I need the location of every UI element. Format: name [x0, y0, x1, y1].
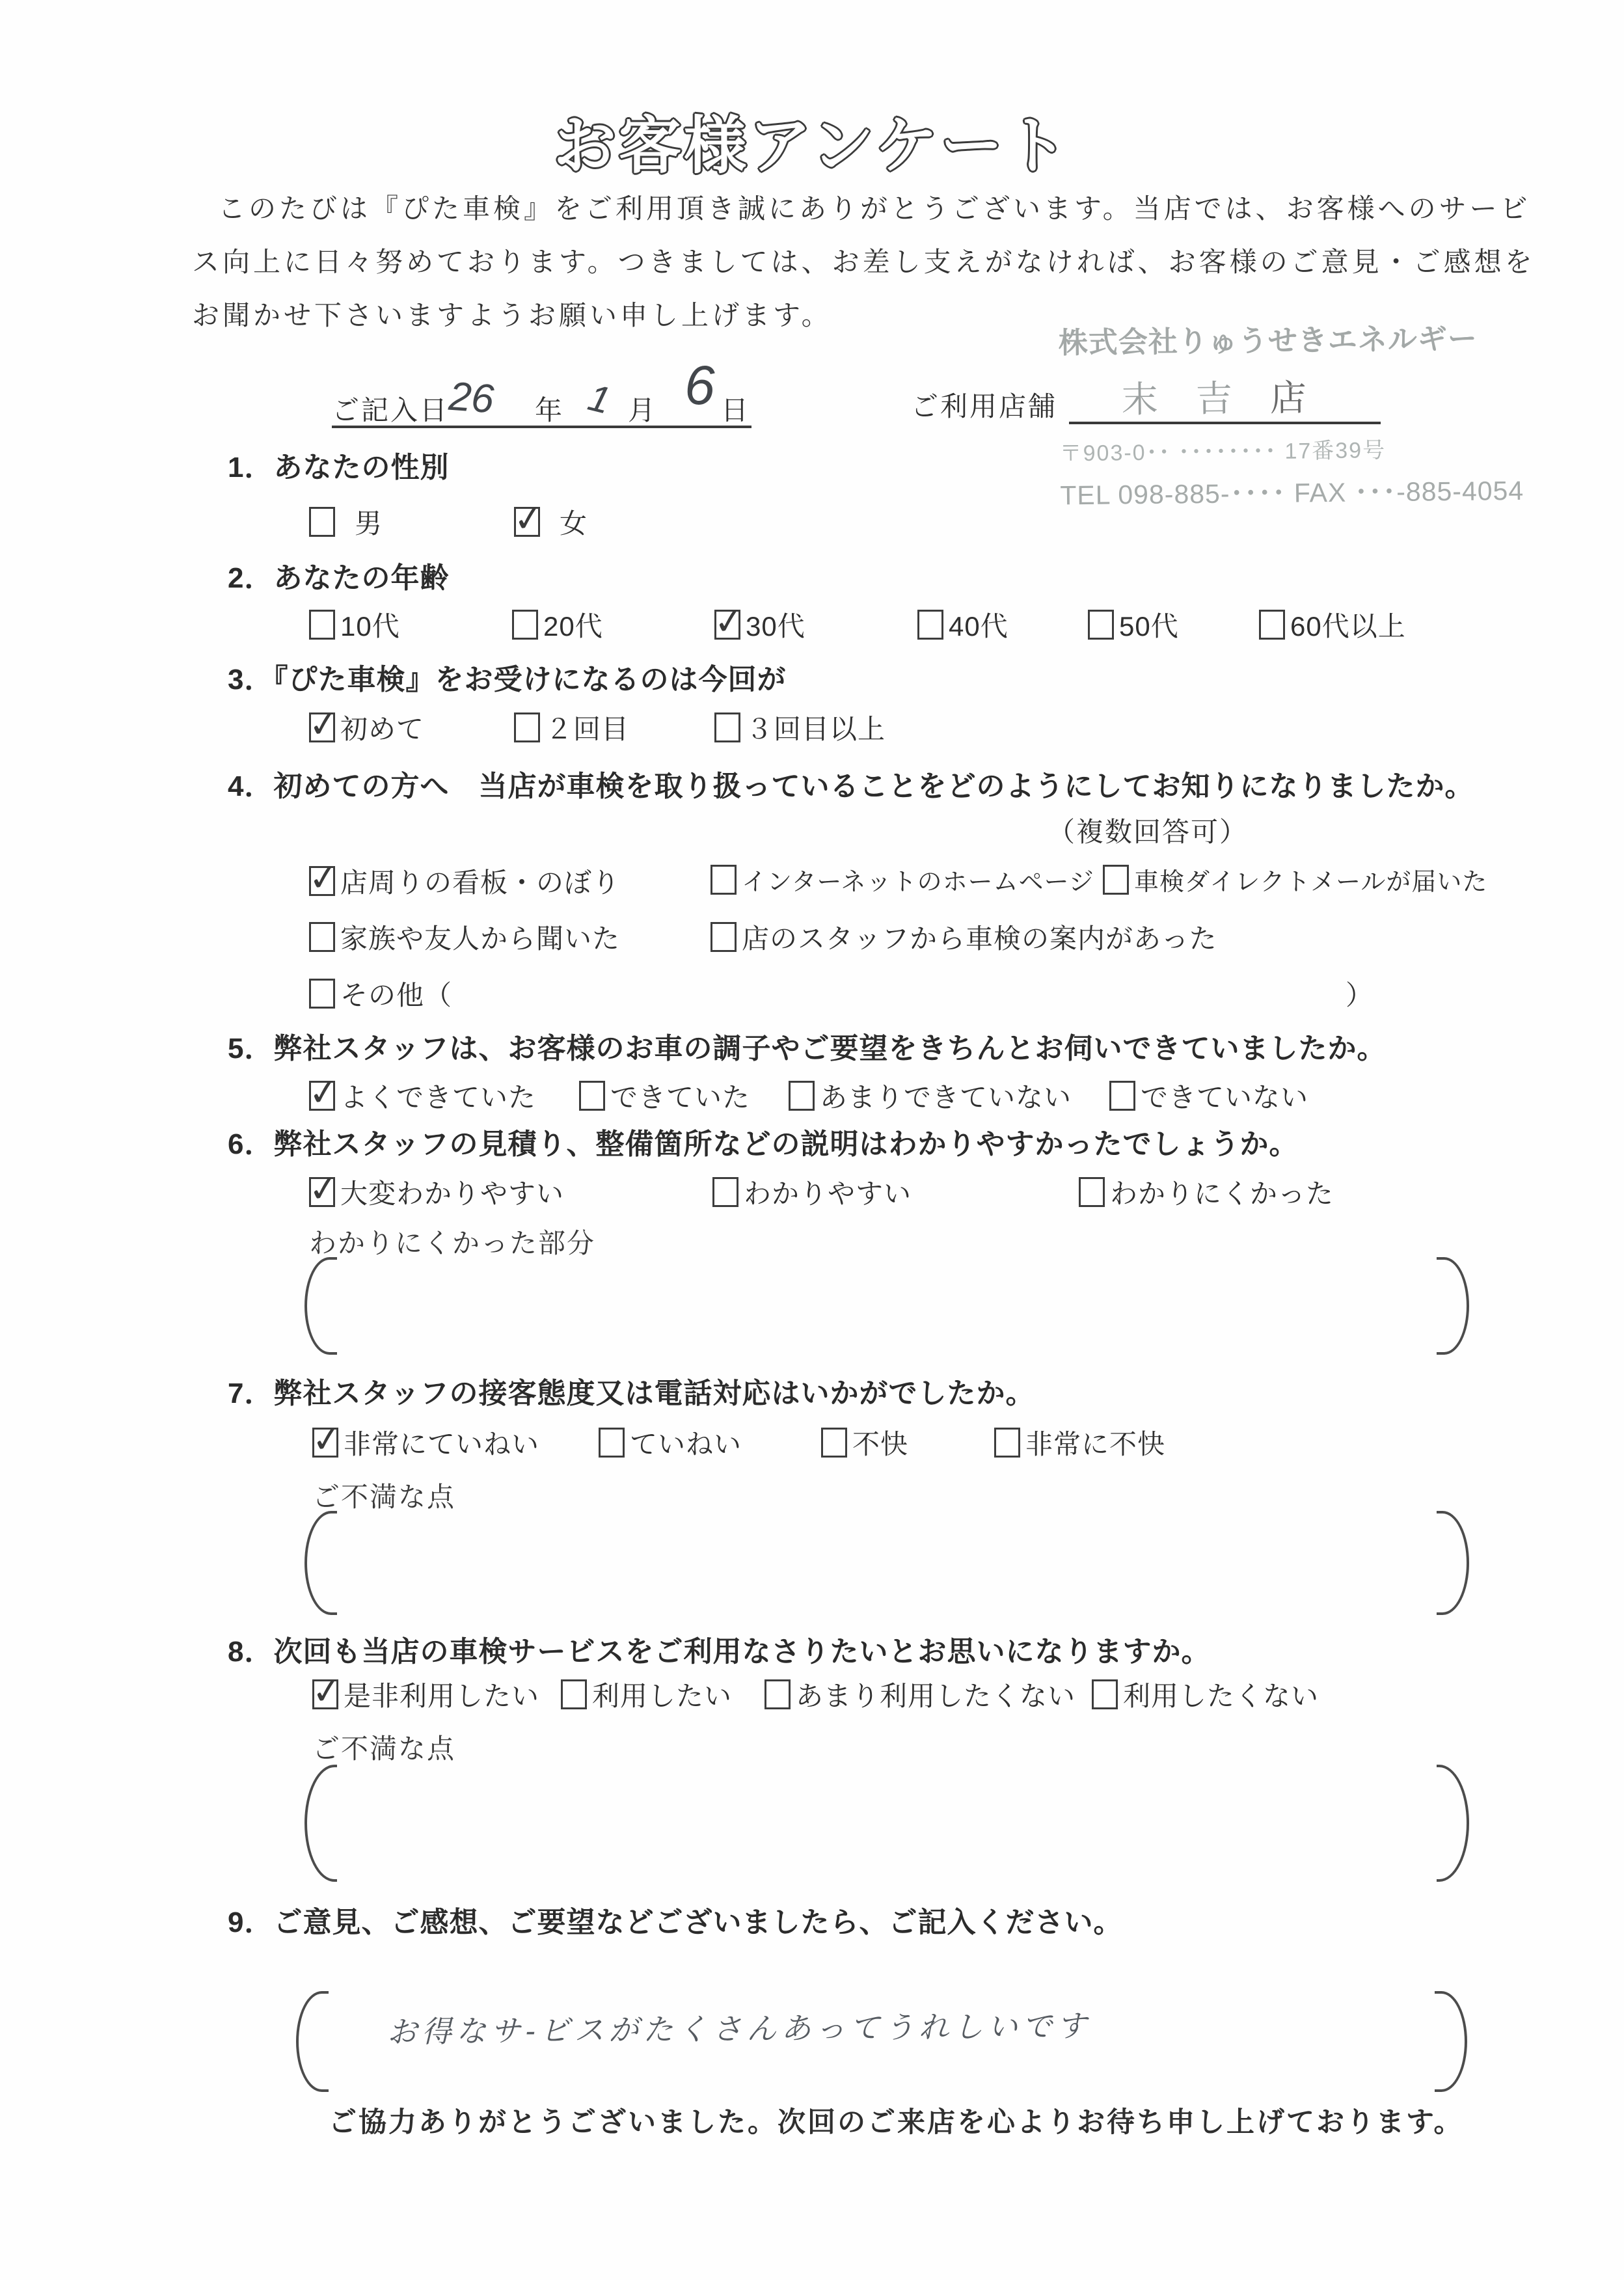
q4-option-family-friends[interactable]: 家族や友人から聞いた	[309, 917, 620, 957]
q2-title: 2．あなたの年齢	[228, 562, 450, 594]
q4-option-signboard[interactable]: ✓ 店周りの看板・のぼり	[309, 862, 620, 901]
entry-date-month-value[interactable]: 1	[584, 376, 615, 422]
q4-other-close-paren: ）	[1346, 980, 1374, 1011]
stamp-company: 株式会社りゅうせきエネルギー	[1058, 321, 1478, 360]
checkbox-icon[interactable]	[714, 610, 740, 640]
q7-option-very-polite[interactable]: ✓ 非常にていねい	[312, 1423, 539, 1462]
stamp-branch: 末吉店	[1121, 376, 1345, 420]
checkbox-icon[interactable]	[821, 1428, 847, 1458]
q1-option-male[interactable]: 男	[309, 502, 383, 541]
left-paren-icon	[296, 1991, 329, 2092]
intro-line-1: このたびは『ぴた車検』をご利用頂き誠にありがとうございます。当店では、お客様へのサービ	[218, 193, 1531, 224]
checkbox-icon[interactable]	[712, 1177, 738, 1207]
q5-option-good[interactable]: できていた	[579, 1076, 750, 1115]
q7-comment-area[interactable]	[304, 1511, 1469, 1615]
checkbox-icon[interactable]	[599, 1428, 625, 1458]
store-input-line[interactable]	[1069, 387, 1381, 424]
q8-option-not-use[interactable]: 利用したくない	[1092, 1675, 1319, 1714]
checkbox-icon[interactable]	[1109, 1081, 1135, 1111]
q6-comment-area[interactable]	[304, 1257, 1469, 1355]
right-paren-icon	[1437, 1765, 1469, 1882]
entry-date-day-value[interactable]: 6	[684, 355, 715, 416]
q2-option-60s-plus[interactable]: 60代以上	[1259, 605, 1406, 644]
checkbox-icon[interactable]	[917, 610, 943, 640]
checkbox-icon[interactable]	[309, 507, 335, 537]
checkbox-icon[interactable]	[994, 1428, 1020, 1458]
handwritten-comment: お得なサ-ビスがたくさんあってうれしいです	[386, 2009, 1092, 2049]
left-paren-icon	[304, 1765, 337, 1882]
checkbox-icon[interactable]	[789, 1081, 815, 1111]
stamp-address: 〒903-0･･ ････････ 17番39号	[1059, 438, 1387, 467]
entry-date-year-value[interactable]: 26	[447, 373, 496, 422]
checkbox-icon[interactable]	[710, 865, 737, 895]
q2-option-50s[interactable]: 50代	[1088, 605, 1179, 644]
q5-option-very-good[interactable]: ✓ よくできていた	[309, 1076, 536, 1115]
store-row	[911, 385, 1381, 426]
checkbox-icon[interactable]	[309, 1177, 335, 1207]
checkbox-icon[interactable]	[309, 610, 335, 640]
entry-date-label: ご記入日	[332, 395, 450, 426]
checkbox-icon[interactable]	[512, 610, 538, 640]
q8-option-use[interactable]: 利用したい	[561, 1675, 732, 1714]
q6-option-very-clear[interactable]: ✓ 大変わかりやすい	[309, 1173, 564, 1212]
q4-option-other[interactable]: その他（	[309, 974, 452, 1013]
entry-date-row	[332, 355, 751, 428]
q8-sublabel: ご不満な点	[312, 1733, 456, 1764]
q9-title: 9．ご意見、ご感想、ご要望などございましたら、ご記入ください。	[228, 1907, 1123, 1938]
q7-option-polite[interactable]: ていねい	[599, 1423, 742, 1462]
q3-title: 3．『ぴた車検』をお受けになるのは今回が	[228, 664, 787, 696]
q2-option-20s[interactable]: 20代	[512, 605, 603, 644]
year-unit: 年	[535, 395, 565, 426]
checkbox-icon[interactable]	[1088, 610, 1114, 640]
intro-line-3: お聞かせ下さいますようお願い申し上げます。	[192, 300, 832, 331]
q5-title: 5．弊社スタッフは、お客様のお車の調子やご要望をきちんとお伺いできていましたか。	[228, 1033, 1387, 1065]
left-paren-icon	[304, 1257, 337, 1355]
left-paren-icon	[304, 1511, 337, 1615]
q3-option-first-time[interactable]: ✓ 初めて	[309, 708, 424, 747]
right-paren-icon	[1437, 1511, 1469, 1615]
right-paren-icon	[1435, 1991, 1467, 2092]
q8-option-rather-not-use[interactable]: あまり利用したくない	[765, 1675, 1076, 1714]
q7-title: 7．弊社スタッフの接客態度又は電話対応はいかがでしたか。	[228, 1378, 1035, 1409]
q7-option-very-unpleasant[interactable]: 非常に不快	[994, 1423, 1165, 1462]
checkbox-icon[interactable]	[309, 866, 335, 896]
checkbox-icon[interactable]	[309, 712, 335, 742]
checkbox-icon[interactable]	[1259, 610, 1285, 640]
q5-option-not-good[interactable]: できていない	[1109, 1076, 1308, 1115]
checkbox-icon[interactable]	[765, 1679, 791, 1709]
day-unit: 日	[721, 395, 751, 426]
q4-option-staff-guidance[interactable]: 店のスタッフから車検の案内があった	[710, 917, 1217, 957]
checkbox-icon[interactable]	[714, 712, 740, 742]
checkbox-icon[interactable]	[309, 979, 335, 1009]
checkbox-icon[interactable]	[1103, 865, 1129, 895]
q6-title: 6．弊社スタッフの見積り、整備箇所などの説明はわかりやすかったでしょうか。	[228, 1128, 1299, 1160]
q4-title: 4．初めての方へ 当店が車検を取り扱っていることをどのようにしてお知りになりましたか。	[228, 770, 1474, 802]
q4-multi-answer-note: （複数回答可）	[1048, 817, 1249, 847]
q1-option-female[interactable]: ✓ 女	[514, 502, 588, 541]
q3-option-third-plus[interactable]: ３回目以上	[714, 708, 886, 747]
q8-title: 8．次回も当店の車検サービスをご利用なさりたいとお思いになりますか。	[228, 1636, 1211, 1668]
q4-option-internet[interactable]: インターネットのホームページ	[710, 862, 1094, 897]
checkbox-icon[interactable]	[1079, 1177, 1105, 1207]
checkbox-icon[interactable]	[309, 922, 335, 952]
stamp-phone: TEL 098-885-････ FAX ･･･-885-4054	[1060, 475, 1524, 511]
checkbox-icon[interactable]	[514, 712, 540, 742]
q5-option-not-much[interactable]: あまりできていない	[789, 1076, 1072, 1115]
q8-option-definitely-use[interactable]: ✓ 是非利用したい	[312, 1675, 539, 1714]
page-title: お客様アンケート	[553, 111, 1071, 181]
checkbox-icon[interactable]	[312, 1428, 338, 1458]
q6-option-clear[interactable]: わかりやすい	[712, 1173, 912, 1212]
q1-title: 1．あなたの性別	[228, 452, 450, 483]
closing-message: ご協力ありがとうございました。次回のご来店を心よりお待ち申し上げております。	[329, 2107, 1464, 2138]
q8-comment-area[interactable]	[304, 1765, 1469, 1882]
checkbox-icon[interactable]	[309, 1081, 335, 1111]
intro-line-2: ス向上に日々努めております。つきましては、お差し支えがなければ、お客様のご意見・ご感想を	[192, 247, 1536, 277]
q6-option-hard-to-understand[interactable]: わかりにくかった	[1079, 1173, 1334, 1212]
q6-sublabel: わかりにくかった部分	[309, 1228, 596, 1258]
q2-option-30s[interactable]: ✓ 30代	[714, 605, 805, 644]
checkbox-icon[interactable]	[561, 1679, 587, 1709]
checkbox-icon[interactable]	[579, 1081, 605, 1111]
q7-sublabel: ご不満な点	[312, 1482, 456, 1512]
right-paren-icon	[1437, 1257, 1469, 1355]
checkbox-icon[interactable]	[1092, 1679, 1118, 1709]
q3-option-second-time[interactable]: ２回目	[514, 708, 629, 747]
checkbox-icon[interactable]	[312, 1679, 338, 1709]
store-label: ご利用店舗	[911, 391, 1058, 422]
checkbox-icon[interactable]	[710, 922, 737, 952]
q2-option-40s[interactable]: 40代	[917, 605, 1008, 644]
q4-option-direct-mail[interactable]: 車検ダイレクトメールが届いた	[1103, 862, 1487, 897]
checkbox-icon[interactable]	[514, 507, 540, 537]
q7-option-unpleasant[interactable]: 不快	[821, 1423, 908, 1462]
q2-option-10s[interactable]: 10代	[309, 605, 400, 644]
month-unit: 月	[628, 395, 658, 426]
